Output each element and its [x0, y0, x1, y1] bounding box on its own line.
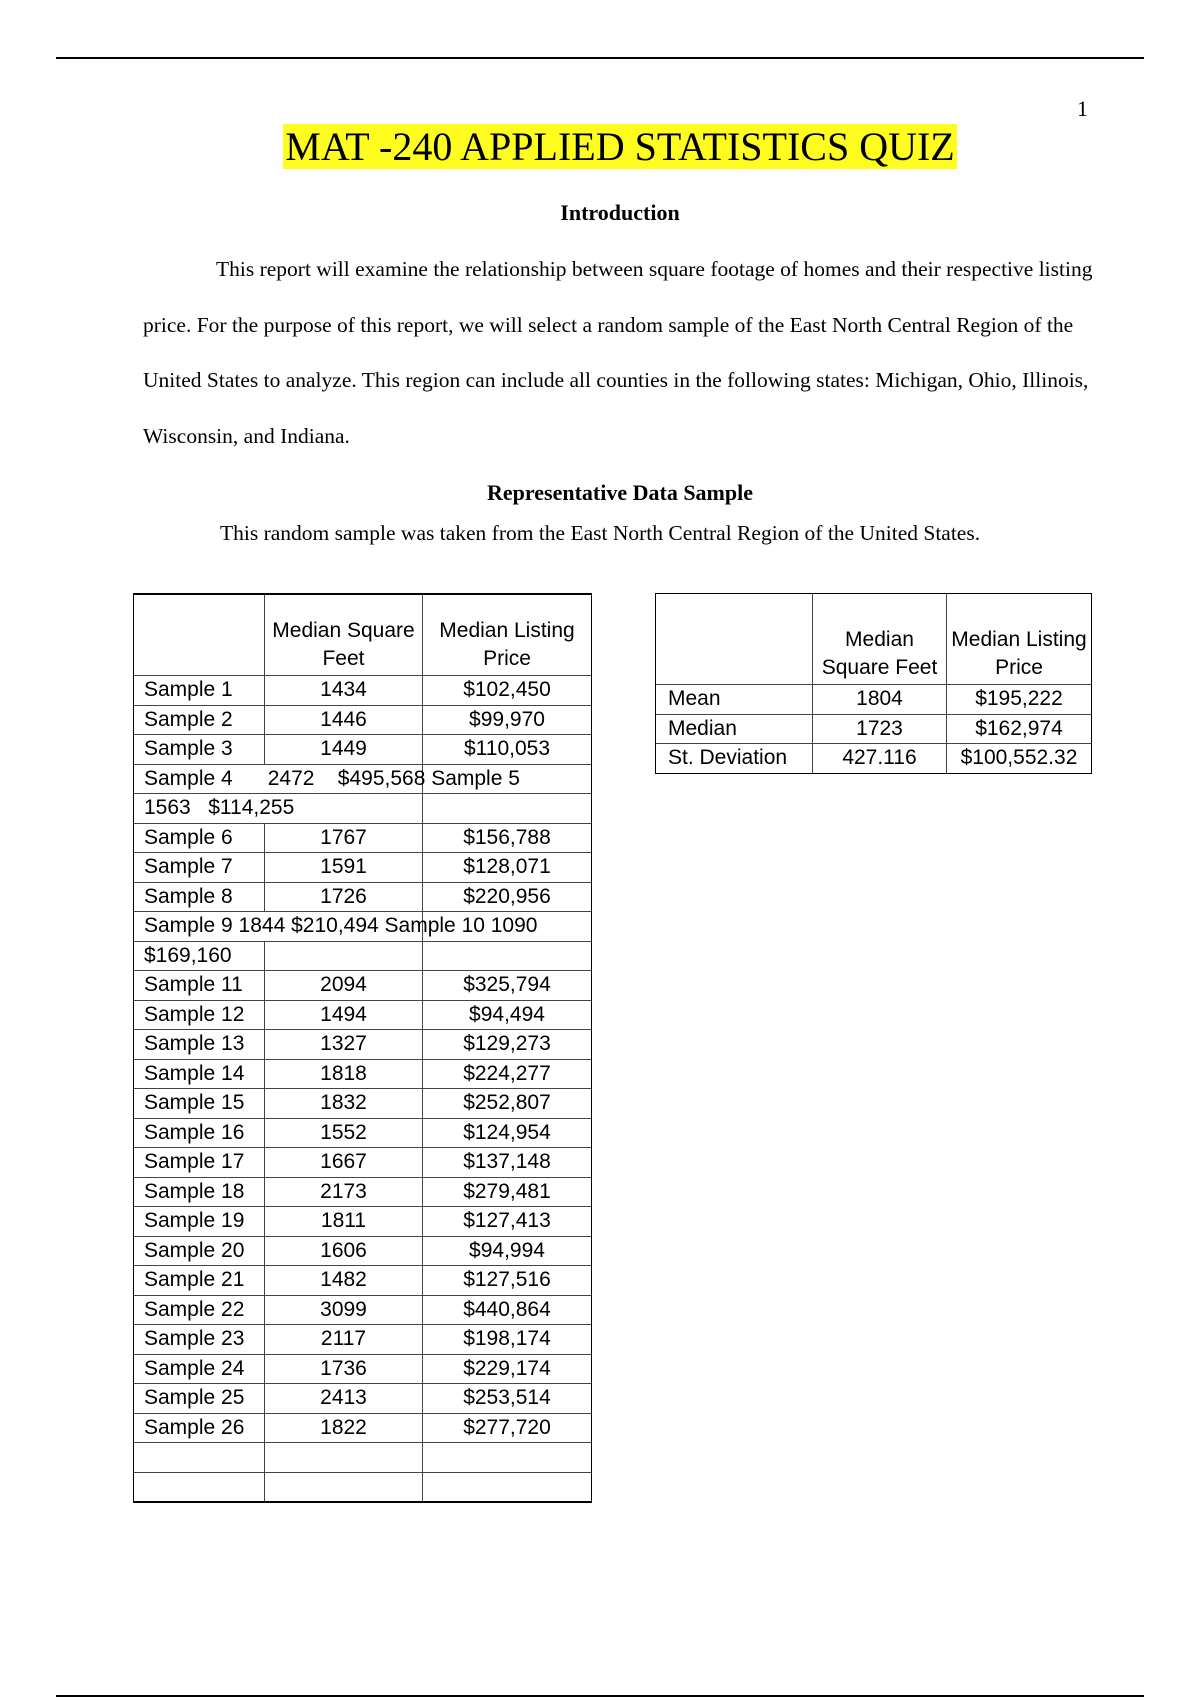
stats-header-blank — [656, 594, 813, 684]
stats-row — [656, 715, 1091, 745]
header-cell-square-feet: Median Square Feet — [265, 595, 423, 675]
table-row — [134, 1119, 591, 1149]
introduction-heading: Introduction — [560, 200, 680, 225]
merged-row — [134, 912, 591, 942]
label-cell: Sample 1 — [134, 676, 265, 705]
table-row — [134, 1001, 591, 1031]
table-row — [134, 883, 591, 913]
listing-price-cell: $156,788 — [463, 825, 551, 849]
label-cell: Sample 3 — [134, 735, 265, 764]
empty-row — [134, 1443, 591, 1473]
header-cell-blank — [134, 595, 265, 675]
listing-price-cell: $110,053 — [463, 737, 551, 761]
data-sample-paragraph: This random sample was taken from the East North Central Region of the United States. — [220, 521, 981, 545]
listing-price-cell: $124,954 — [463, 1120, 551, 1144]
label-cell: Sample 12 — [134, 1001, 265, 1030]
header-cell-listing-price: Median Listing Price — [439, 619, 575, 670]
merged-text: Sample 4 2472 $495,568 Sample 5 — [144, 766, 520, 790]
blank-cell — [423, 1443, 591, 1472]
table-header-row — [134, 595, 591, 676]
label-cell: Sample 7 — [134, 853, 265, 882]
label-cell: Sample 23 — [134, 1325, 265, 1354]
blank-cell — [134, 1473, 265, 1502]
sample-data-table — [133, 593, 592, 1503]
listing-price-cell: $279,481 — [463, 1179, 551, 1203]
stats-header-listing-price: Median Listing Price — [951, 628, 1087, 679]
table-row — [134, 1325, 591, 1355]
header-rule — [56, 57, 1144, 59]
listing-price-cell: $128,071 — [463, 855, 551, 879]
square-feet-cell: 1434 — [265, 676, 423, 705]
listing-price-cell: $94,494 — [469, 1002, 545, 1026]
document-title — [0, 120, 1200, 174]
table-row — [134, 824, 591, 854]
listing-price-cell: $277,720 — [463, 1415, 551, 1439]
listing-price-cell: $100,552.32 — [960, 746, 1078, 770]
merged-text: Sample 9 1844 $210,494 Sample 10 1090 — [144, 914, 538, 938]
square-feet-cell: 1723 — [813, 715, 947, 744]
square-feet-cell: 2117 — [265, 1325, 423, 1354]
square-feet-cell: 427.116 — [813, 744, 947, 773]
table-row — [134, 853, 591, 883]
listing-price-cell: $325,794 — [463, 973, 551, 997]
square-feet-cell: 2173 — [265, 1178, 423, 1207]
square-feet-cell: 1811 — [265, 1207, 423, 1236]
label-cell: Sample 25 — [134, 1384, 265, 1413]
square-feet-cell: 1327 — [265, 1030, 423, 1059]
merged-text: $169,160 — [144, 943, 232, 967]
listing-price-cell: $129,273 — [463, 1032, 551, 1056]
table-row — [134, 1030, 591, 1060]
listing-price-cell: $440,864 — [463, 1297, 551, 1321]
square-feet-cell: 1822 — [265, 1414, 423, 1443]
blank-cell — [423, 1473, 591, 1502]
table-row — [134, 1207, 591, 1237]
label-cell: Sample 19 — [134, 1207, 265, 1236]
square-feet-cell: 1804 — [813, 685, 947, 714]
label-cell: Median — [656, 715, 813, 744]
table-row — [134, 1384, 591, 1414]
stats-header-square-feet: Median Square Feet — [813, 594, 947, 684]
table-row — [134, 1178, 591, 1208]
table-row — [134, 1089, 591, 1119]
square-feet-cell: 1446 — [265, 706, 423, 735]
blank-cell — [265, 942, 423, 971]
footer-rule — [56, 1695, 1144, 1697]
listing-price-cell: $229,174 — [463, 1356, 551, 1380]
blank-cell — [265, 1473, 423, 1502]
summary-stats-table — [655, 593, 1092, 774]
merged-row — [134, 765, 591, 795]
merged-row — [134, 794, 591, 824]
table-row — [134, 676, 591, 706]
square-feet-cell: 1606 — [265, 1237, 423, 1266]
table-row — [134, 1148, 591, 1178]
listing-price-cell: $127,516 — [463, 1268, 551, 1292]
listing-price-cell: $195,222 — [975, 687, 1063, 711]
square-feet-cell: 1726 — [265, 883, 423, 912]
stats-header-row — [656, 594, 1091, 685]
table-row — [134, 1060, 591, 1090]
table-row — [134, 1296, 591, 1326]
label-cell: Sample 2 — [134, 706, 265, 735]
table-row — [134, 1266, 591, 1296]
label-cell: Sample 13 — [134, 1030, 265, 1059]
square-feet-cell: 1494 — [265, 1001, 423, 1030]
listing-price-cell: $253,514 — [463, 1386, 551, 1410]
listing-price-cell: $94,994 — [469, 1238, 545, 1262]
listing-price-cell: $127,413 — [463, 1209, 551, 1233]
listing-price-cell: $162,974 — [975, 716, 1063, 740]
square-feet-cell: 1767 — [265, 824, 423, 853]
label-cell: Sample 6 — [134, 824, 265, 853]
title-highlight: MAT -240 APPLIED STATISTICS QUIZ — [285, 124, 955, 169]
table-row — [134, 971, 591, 1001]
square-feet-cell: 1482 — [265, 1266, 423, 1295]
square-feet-cell: 1667 — [265, 1148, 423, 1177]
table-row — [134, 1237, 591, 1267]
label-cell: Sample 24 — [134, 1355, 265, 1384]
listing-price-cell: $198,174 — [463, 1327, 551, 1351]
page-number: 1 — [1077, 96, 1088, 121]
label-cell: Sample 26 — [134, 1414, 265, 1443]
square-feet-cell: 2094 — [265, 971, 423, 1000]
listing-price-cell: $220,956 — [463, 884, 551, 908]
listing-price-cell: $137,148 — [463, 1150, 551, 1174]
empty-row — [134, 1473, 591, 1502]
merged-text: 1563 $114,255 — [144, 796, 295, 820]
table-row — [134, 735, 591, 765]
square-feet-cell: 1449 — [265, 735, 423, 764]
label-cell: Sample 22 — [134, 1296, 265, 1325]
blank-cell — [134, 1443, 265, 1472]
square-feet-cell: 1552 — [265, 1119, 423, 1148]
listing-price-cell: $102,450 — [463, 678, 551, 702]
square-feet-cell: 1832 — [265, 1089, 423, 1118]
label-cell: Sample 20 — [134, 1237, 265, 1266]
table-row — [134, 1414, 591, 1444]
label-cell: Sample 21 — [134, 1266, 265, 1295]
merged-row — [134, 942, 591, 972]
label-cell: Sample 11 — [134, 971, 265, 1000]
listing-price-cell: $252,807 — [463, 1091, 551, 1115]
label-cell: Mean — [656, 685, 813, 714]
data-sample-heading: Representative Data Sample — [487, 480, 753, 505]
label-cell: Sample 14 — [134, 1060, 265, 1089]
listing-price-cell: $99,970 — [469, 707, 545, 731]
label-cell: Sample 16 — [134, 1119, 265, 1148]
square-feet-cell: 1736 — [265, 1355, 423, 1384]
label-cell: Sample 8 — [134, 883, 265, 912]
listing-price-cell: $224,277 — [463, 1061, 551, 1085]
table-row — [134, 706, 591, 736]
stats-row — [656, 685, 1091, 715]
blank-cell — [265, 1443, 423, 1472]
stats-row — [656, 744, 1091, 773]
table-row — [134, 1355, 591, 1385]
square-feet-cell: 1591 — [265, 853, 423, 882]
square-feet-cell: 3099 — [265, 1296, 423, 1325]
square-feet-cell: 2413 — [265, 1384, 423, 1413]
label-cell: Sample 17 — [134, 1148, 265, 1177]
introduction-paragraph: This report will examine the relationship between square footage of homes and their respective listing price. For the purpose of this report, we will select a random sample of the East North Central Region of the United States to analyze. This region can include all counties in the following states: Michigan, Ohio, Illinois, Wisconsin, and Indiana. — [143, 257, 1093, 448]
label-cell: St. Deviation — [656, 744, 813, 773]
square-feet-cell: 1818 — [265, 1060, 423, 1089]
label-cell: Sample 15 — [134, 1089, 265, 1118]
label-cell: Sample 18 — [134, 1178, 265, 1207]
